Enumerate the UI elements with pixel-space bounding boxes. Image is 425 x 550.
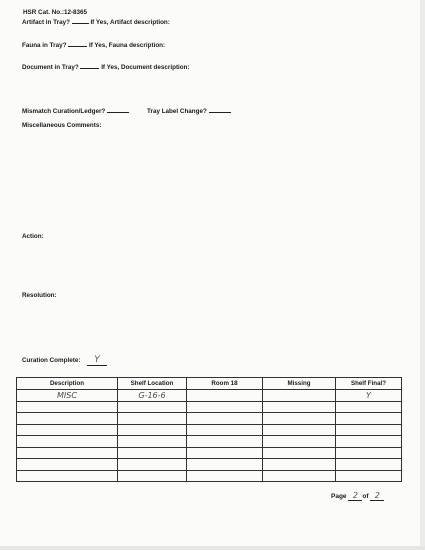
table-cell[interactable] (336, 447, 402, 459)
table-cell[interactable] (118, 470, 187, 482)
misc-comments-label: Miscellaneous Comments: (22, 122, 102, 129)
table-cell[interactable] (187, 390, 263, 402)
table-cell[interactable] (17, 470, 118, 482)
table-row (17, 424, 402, 436)
table-cell[interactable] (263, 436, 336, 448)
page-indicator (331, 492, 384, 501)
table-row (17, 447, 402, 459)
table-cell[interactable] (263, 401, 336, 413)
table-cell[interactable] (336, 459, 402, 471)
table-cell[interactable] (187, 447, 263, 459)
artifact-row (22, 20, 170, 26)
table-cell[interactable] (187, 424, 263, 436)
artifact-question: Artifact in Tray? (22, 19, 70, 26)
table-cell[interactable] (187, 459, 263, 471)
table-cell[interactable] (336, 401, 402, 413)
fauna-row (22, 43, 165, 49)
table-cell[interactable] (118, 413, 187, 425)
table-row (17, 459, 402, 471)
table-cell[interactable] (263, 470, 336, 482)
table-cell[interactable] (336, 436, 402, 448)
table-row (17, 413, 402, 425)
of-label: of (362, 493, 369, 500)
column-header-room-18: Room 18 (187, 378, 263, 390)
table-cell[interactable] (17, 447, 118, 459)
document-row (22, 65, 190, 71)
table-cell[interactable] (187, 470, 263, 482)
page-label: Page (331, 493, 347, 500)
table-cell[interactable] (118, 459, 187, 471)
mismatch-row (22, 109, 129, 115)
table-cell[interactable] (336, 413, 402, 425)
resolution-label: Resolution: (22, 292, 57, 299)
page-edge (420, 0, 425, 550)
table-cell[interactable]: G-16-6 (118, 390, 187, 402)
table-cell[interactable]: Y (336, 390, 402, 402)
curation-complete-label: Curation Complete: (22, 357, 81, 364)
ledger-table (16, 377, 402, 482)
artifact-answer-blank[interactable] (72, 23, 89, 24)
fauna-answer-blank[interactable] (68, 46, 87, 47)
table-cell[interactable] (263, 413, 336, 425)
fauna-description-label: If Yes, Fauna description: (88, 42, 166, 49)
document-question: Document in Tray? (22, 64, 79, 71)
table-cell[interactable] (187, 401, 263, 413)
catalog-value: 12-8365 (63, 9, 88, 16)
mismatch-question: Mismatch Curation/Ledger? (22, 108, 106, 115)
page-number-value[interactable]: 2 (348, 492, 362, 501)
column-header-shelf-location: Shelf Location (118, 378, 187, 390)
table-cell[interactable] (17, 413, 118, 425)
catalog-label: HSR Cat. No.: (23, 9, 64, 16)
table-cell[interactable]: MISC (17, 390, 118, 402)
table-cell[interactable] (263, 459, 336, 471)
table-cell[interactable] (17, 424, 118, 436)
page-total-value[interactable]: 2 (370, 492, 384, 501)
artifact-description-label: If Yes, Artifact description: (90, 19, 170, 26)
fauna-question: Fauna in Tray? (22, 42, 67, 49)
table-cell[interactable] (336, 470, 402, 482)
table-cell[interactable] (17, 436, 118, 448)
table-cell[interactable] (17, 401, 118, 413)
table-cell[interactable] (263, 424, 336, 436)
table-row (17, 390, 402, 402)
tray-label-question: Tray Label Change? (147, 108, 207, 115)
column-header-shelf-final: Shelf Final? (336, 378, 402, 390)
document-description-label: If Yes, Document description: (101, 64, 190, 71)
table-cell[interactable] (17, 459, 118, 471)
table-cell[interactable] (336, 424, 402, 436)
table-row (17, 436, 402, 448)
action-label: Action: (22, 233, 44, 240)
table-cell[interactable] (118, 401, 187, 413)
tray-label-row (147, 109, 231, 115)
document-answer-blank[interactable] (80, 68, 99, 69)
catalog-number-line (23, 10, 87, 16)
table-row (17, 401, 402, 413)
table-cell[interactable] (118, 447, 187, 459)
table-cell[interactable] (263, 447, 336, 459)
table-row (17, 470, 402, 482)
table-header-row (17, 378, 402, 390)
table-cell[interactable] (187, 413, 263, 425)
curation-complete-value[interactable]: Y (87, 356, 107, 366)
table-cell[interactable] (187, 436, 263, 448)
page-edge (0, 546, 425, 550)
tray-label-answer-blank[interactable] (209, 112, 231, 113)
table-cell[interactable] (118, 424, 187, 436)
table-cell[interactable] (118, 436, 187, 448)
column-header-missing: Missing (263, 378, 336, 390)
mismatch-answer-blank[interactable] (107, 112, 129, 113)
column-header-description: Description (17, 378, 118, 390)
table-cell[interactable] (263, 390, 336, 402)
